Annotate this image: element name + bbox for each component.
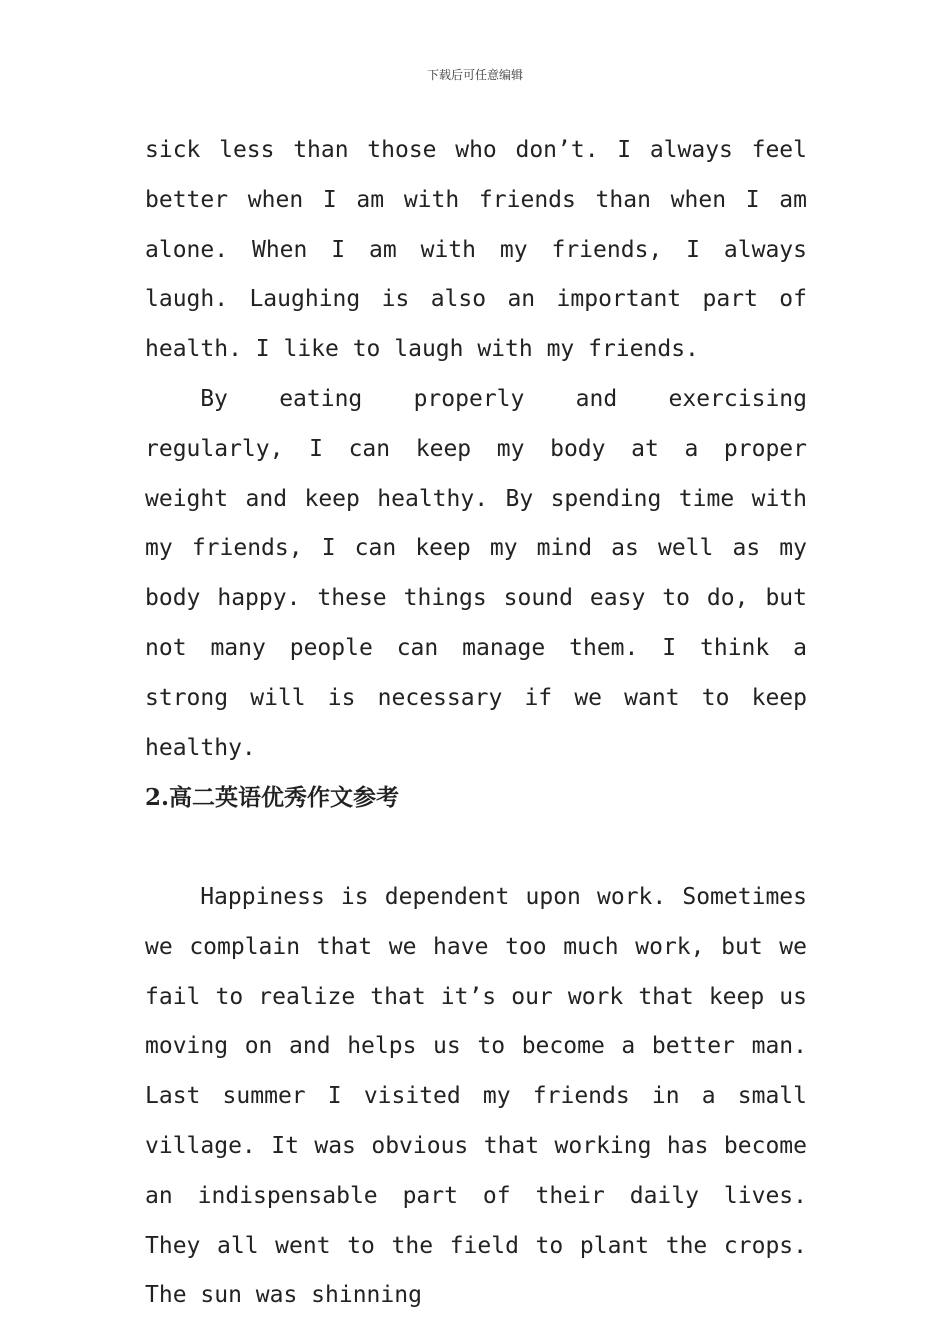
blank-line (145, 823, 807, 873)
document-body (145, 126, 807, 1321)
page-header: 下载后可任意编辑 (426, 68, 523, 82)
section-heading: 2.高二英语优秀作文参考 (145, 784, 400, 812)
paragraph-happiness-work: Happiness is dependent upon work. Sometimes we complain that we have too much work, but we fail to realize that it’s our work that keep us moving on and helps us to become a better man. Last summer I visited my friends in a small village. It was obvious that working has become an indispensable part of their daily lives. They all went to the field to plant the crops. The sun was shinning (145, 883, 807, 1309)
paragraph-health-friends: sick less than those who don’t. I always feel better when I am with friends than when I am alone. When I am with my friends, I always laugh. Laughing is also an important part of health. I like to laugh with my friends. (145, 137, 807, 363)
paragraph-keep-healthy: By eating properly and exercising regularly, I can keep my body at a proper weight and keep healthy. By spending time with my friends, I can keep my mind as well as my body happy. these things sound easy to do, but not many people can manage them. I think a strong will is necessary if we want to keep healthy. (145, 385, 807, 761)
